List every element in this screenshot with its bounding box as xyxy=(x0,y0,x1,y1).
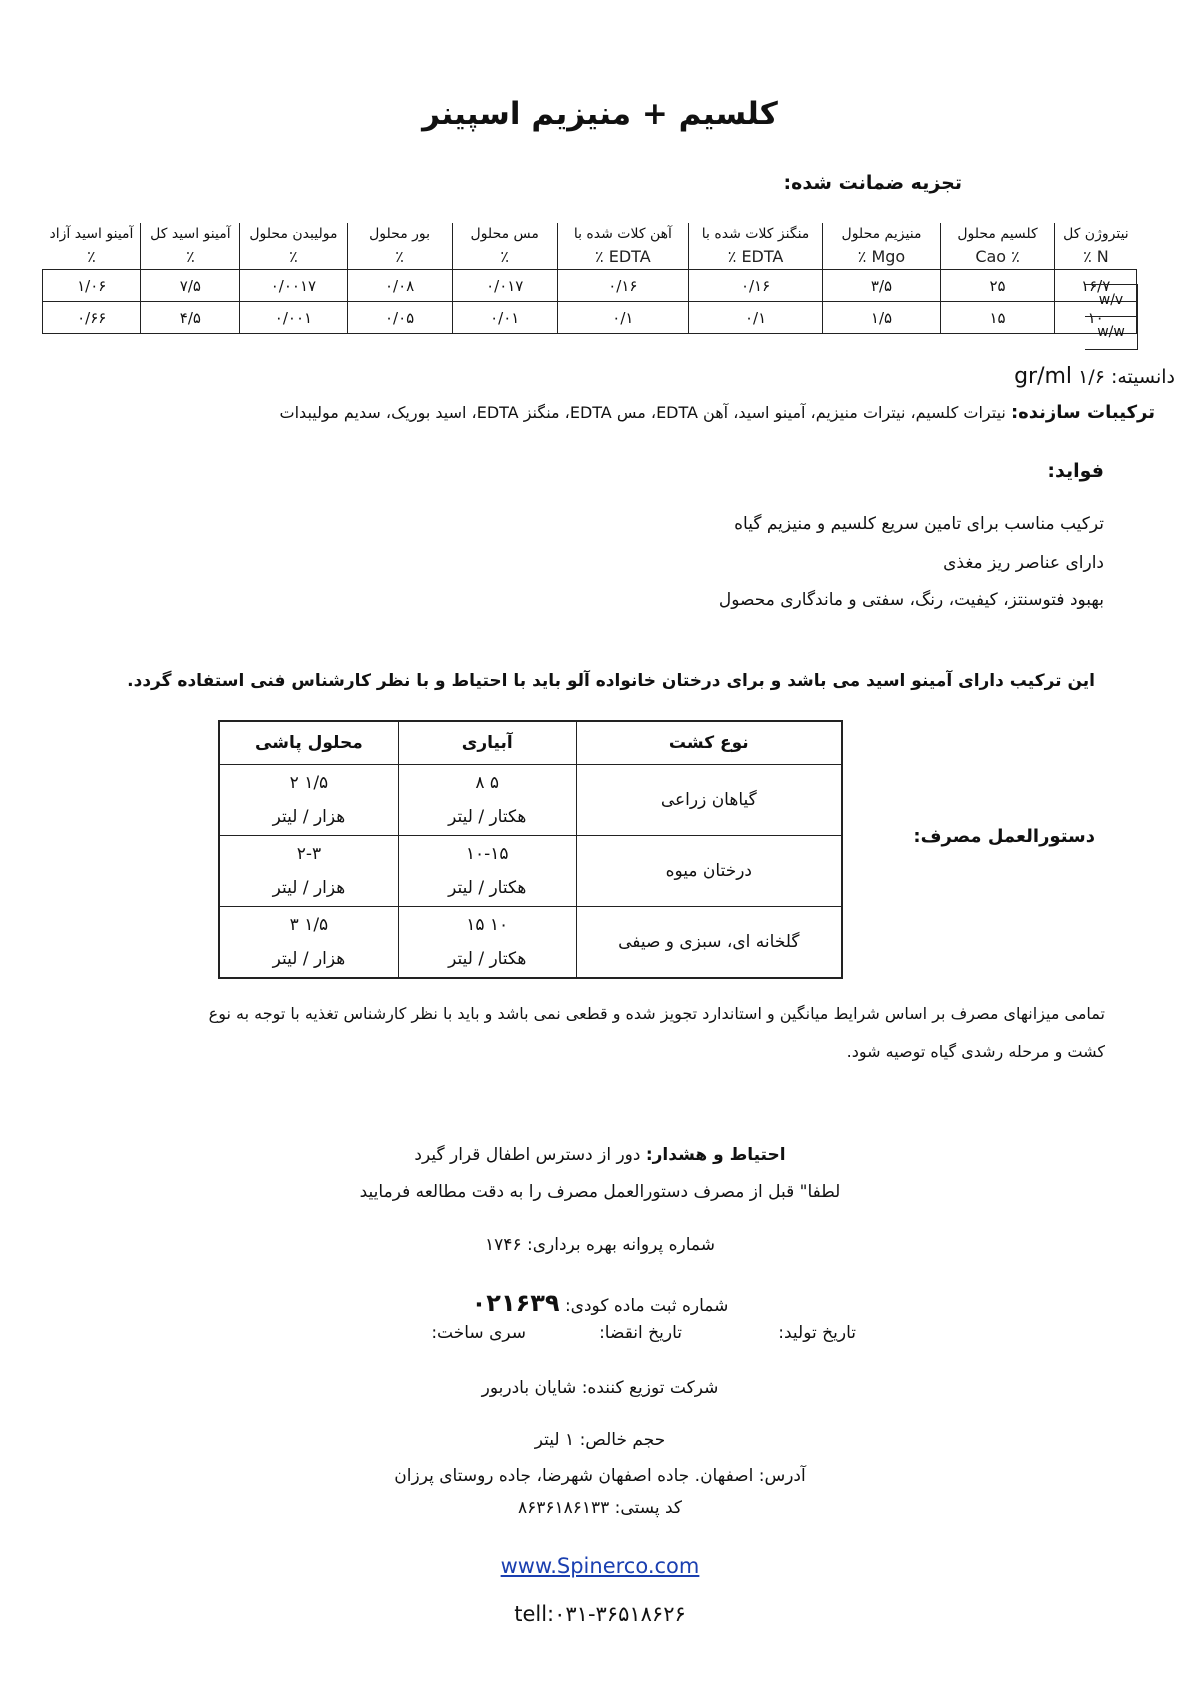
usage-spray: ۱/۵ ۳ هزار / لیتر xyxy=(219,907,398,979)
benefits-heading: فواید: xyxy=(1047,460,1104,482)
license-number: شماره پروانه بهره برداری: ۱۷۴۶ xyxy=(485,1235,715,1255)
benefit-item: بهبود فتوسنتز، کیفیت، رنگ، سفتی و ماندگاری محصول xyxy=(718,590,1104,610)
benefit-item: ترکیب مناسب برای تامین سریع کلسیم و منیزیم گیاه xyxy=(734,514,1104,534)
usage-crop: گلخانه ای، سبزی و صیفی xyxy=(576,907,842,979)
analysis-cell: ۰/۱۶ xyxy=(557,270,688,302)
usage-table xyxy=(218,720,843,979)
usage-irrigation: ۵ ۸ هکتار / لیتر xyxy=(398,765,576,836)
analysis-header-cell: مولیبدن محلول ٪ xyxy=(240,223,347,270)
analysis-heading: تجزیه ضمانت شده: xyxy=(783,172,962,194)
amino-warning: این ترکیب دارای آمینو اسید می باشد و برای درختان خانواده آلو باید با احتیاط و با نظر کارشناس فنی استفاده گردد. xyxy=(127,671,1095,691)
analysis-header-cell: آهن کلات شده با EDTA ٪ xyxy=(557,223,688,270)
density-value: ۱/۶ xyxy=(1078,366,1105,388)
analysis-cell: ۷/۵ xyxy=(141,270,240,302)
analysis-cell: ۰/۰۰۱ xyxy=(240,302,347,334)
analysis-header-row xyxy=(43,223,1137,270)
usage-crop: گیاهان زراعی xyxy=(576,765,842,836)
postal-code: کد پستی: ۸۶۳۶۱۸۶۱۳۳ xyxy=(517,1498,683,1518)
usage-note-line-1: تمامی میزانهای مصرف بر اساس شرایط میانگین و استاندارد تجویز شده و قطعی نمی باشد و باید با نظر کارشناس تغذیه با توجه به نوع xyxy=(208,1004,1105,1023)
analysis-table xyxy=(42,223,1137,334)
analysis-cell: ۰/۰۵ xyxy=(347,302,452,334)
density-unit: gr/ml xyxy=(1014,364,1073,389)
analysis-cell: ۰/۱۶ xyxy=(688,270,822,302)
density-line xyxy=(1014,364,1175,389)
usage-irrigation: ۱۰ ۱۵ هکتار / لیتر xyxy=(398,907,576,979)
address: آدرس: اصفهان. جاده اصفهان شهرضا، جاده روستای پرزان xyxy=(394,1466,806,1486)
analysis-cell: ۰/۶۶ xyxy=(43,302,141,334)
row-label-ww: w/w xyxy=(1097,324,1125,340)
analysis-cell: ۱۰ xyxy=(1055,302,1137,334)
analysis-header-cell: مس محلول ٪ xyxy=(452,223,557,270)
usage-row xyxy=(219,836,842,907)
analysis-cell: ۰/۱ xyxy=(688,302,822,334)
row-label-wv: w/v xyxy=(1085,285,1137,317)
analysis-cell: ۰/۰۱۷ xyxy=(452,270,557,302)
analysis-cell: ۲۵ xyxy=(940,270,1055,302)
usage-crop: درختان میوه xyxy=(576,836,842,907)
analysis-header-cell: منگنز کلات شده با EDTA ٪ xyxy=(688,223,822,270)
production-date: تاریخ تولید: xyxy=(778,1323,856,1343)
analysis-cell: ۱/۵ xyxy=(823,302,941,334)
usage-header-irrigation: آبیاری xyxy=(398,721,576,765)
usage-header-spray: محلول پاشی xyxy=(219,721,398,765)
ingredients-line xyxy=(280,402,1155,423)
usage-header-row xyxy=(219,721,842,765)
distributor: شرکت توزیع کننده: شایان بادربور xyxy=(481,1378,719,1398)
analysis-cell: ۰/۰۰۱۷ xyxy=(240,270,347,302)
usage-row xyxy=(219,907,842,979)
caution-line xyxy=(0,1145,1200,1165)
registration-value: ۰۲۱۶۳۹ xyxy=(471,1289,560,1317)
analysis-header-cell: نیتروژن کل N ٪ xyxy=(1055,223,1137,270)
usage-irrigation: ۱۰-۱۵ هکتار / لیتر xyxy=(398,836,576,907)
analysis-header-cell: منیزیم محلول Mgo ٪ xyxy=(823,223,941,270)
ingredients-text: نیترات کلسیم، نیترات منیزیم، آمینو اسید، آهن EDTA، مس EDTA، منگنز EDTA، اسید بوریک، سدیم مولیبدات xyxy=(279,403,1006,422)
analysis-row-ww xyxy=(43,302,1137,334)
page-title: کلسیم + منیزیم اسپینر xyxy=(422,96,778,132)
analysis-cell: ۱۶/۷ xyxy=(1055,270,1137,302)
read-notice: لطفا" قبل از مصرف دستورالعمل مصرف را به دقت مطالعه فرمایید xyxy=(359,1182,841,1202)
analysis-header-cell: آمینو اسید آزاد ٪ xyxy=(49,226,134,266)
analysis-cell: ۱۵ xyxy=(940,302,1055,334)
batch-number: سری ساخت: xyxy=(431,1323,526,1343)
caution-text: دور از دسترس اطفال قرار گیرد xyxy=(414,1145,641,1165)
usage-note-line-2: کشت و مرحله رشدی گیاه توصیه شود. xyxy=(846,1042,1105,1061)
registration-label: شماره ثبت ماده کودی: xyxy=(564,1296,729,1316)
usage-spray: ۲-۳ هزار / لیتر xyxy=(219,836,398,907)
registration-line xyxy=(0,1289,1200,1317)
analysis-cell: ۳/۵ xyxy=(823,270,941,302)
telephone: tell:۰۳۱-۳۶۵۱۸۶۲۶ xyxy=(514,1602,686,1626)
caution-label: احتیاط و هشدار: xyxy=(645,1145,786,1165)
density-label: دانسیته: xyxy=(1110,366,1175,388)
ingredients-label: ترکیبات سازنده: xyxy=(1010,402,1155,423)
analysis-header-cell: آمینو اسید کل ٪ xyxy=(141,223,240,270)
usage-row xyxy=(219,765,842,836)
expiry-date: تاریخ انقضا: xyxy=(599,1323,682,1343)
analysis-row-labels xyxy=(1085,284,1138,350)
analysis-cell: ۱/۰۶ xyxy=(43,270,141,302)
analysis-cell: ۰/۰۸ xyxy=(347,270,452,302)
analysis-cell: ۴/۵ xyxy=(141,302,240,334)
usage-spray: ۱/۵ ۲ هزار / لیتر xyxy=(219,765,398,836)
analysis-header-cell: بور محلول ٪ xyxy=(347,223,452,270)
analysis-cell: ۰/۰۱ xyxy=(452,302,557,334)
analysis-row-wv xyxy=(43,270,1137,302)
net-volume: حجم خالص: ۱ لیتر xyxy=(534,1430,666,1450)
website-link[interactable]: www.Spinerco.com xyxy=(500,1554,700,1578)
usage-label: دستورالعمل مصرف: xyxy=(913,826,1095,847)
website-wrap xyxy=(0,1554,1200,1578)
analysis-header-cell: کلسیم محلول ٪ Cao xyxy=(940,223,1055,270)
benefit-item: دارای عناصر ریز مغذی xyxy=(943,553,1104,573)
usage-header-crop: نوع کشت xyxy=(576,721,842,765)
analysis-cell: ۰/۱ xyxy=(557,302,688,334)
